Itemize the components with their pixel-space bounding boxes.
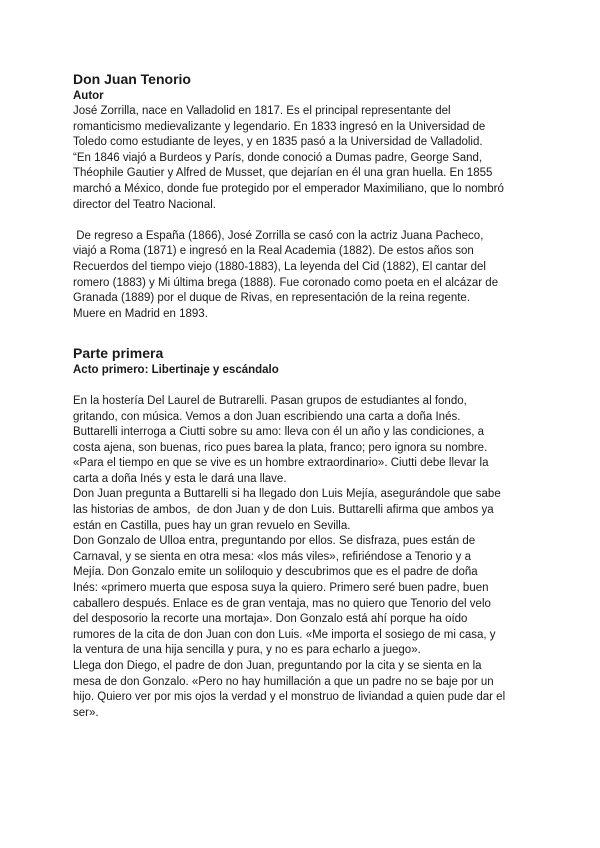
paragraph-gap — [73, 378, 533, 394]
document-title: Don Juan Tenorio — [73, 71, 191, 87]
document-page — [73, 70, 533, 721]
paragraph-gap — [73, 213, 533, 229]
author-heading: Autor — [73, 90, 104, 102]
act-paragraph: En la hostería Del Laurel de Butrarelli. Pasan grupos de estudiantes al fondo, gritando, con música. Vemos a don Juan escribiendo una carta a doña Inés. Buttarelli interroga a Ciutti sobre su amo: lleva con él un año y las condiciones, a costa ajena, son buenas, rico pues barea la plata, franco; pero ignora su nombre. «Para el tiempo en que se vive es un hombre extraordinario». Ciutti debe llevar la carta a doña Inés y esta le dará una llave. Don Juan pregunta a Buttarelli si ha llegado don Luis Mejía, asegurándole que sabe las historias de ambos, de don Juan y de don Luis. Buttarelli afirma que ambos ya están en Castilla, pues hay un gran revuelo en Sevilla. Don Gonzalo de Ulloa entra, preguntando por ellos. Se disfraza, pues están de Carnaval, y se sienta en otra mesa: «los más viles», refiriéndose a Tenorio y a Mejía. Don Gonzalo emite un soliloquio y descubrimos que es el padre de doña Inés: «primero muerta que esposa suya la quiero. Primero seré buen padre, buen caballero después. Enlace es de gran ventaja, mas no quiero que Tenorio del velo del desposorio la recorte una mortaja». Don Gonzalo está ahí porque ha oído rumores de la cita de don Juan con don Luis. «Me importa el sosiego de mi casa, y la ventura de una hija sencilla y pura, y no es para echarlo a juego». Llega don Diego, el padre de don Juan, preguntando por la cita y se sienta en la mesa de don Gonzalo. «Pero no hay humillación a que un padre no se baje por un hijo. Quiero ver por mis ojos la verdad y el monstruo de liviandad a quien pude dar el ser». — [73, 394, 506, 719]
act-title: Acto primero: Libertinaje y escándalo — [73, 364, 279, 377]
part-title: Parte primera — [73, 345, 164, 362]
author-paragraph-2: De regreso a España (1866), José Zorrilla se casó con la actriz Juana Pacheco, viajó a Roma (1871) e ingresó en la Real Academia (1882). De estos años son Recuerdos del tiempo viejo (1880-1883), La leyenda del Cid (1882), El cantar del romero (1883) y Mi última brega (1888). Fue coronado como poeta en el alcázar de Granada (1889) por el duque de Rivas, en representación de la reina regente. Muere en Madrid en 1893. — [73, 229, 499, 320]
section-gap — [73, 322, 533, 344]
author-paragraph-1: José Zorrilla, nace en Valladolid en 1817. Es el principal representante del romanticismo medievalizante y legendario. En 1833 ingresó en la Universidad de Toledo como estudiante de leyes, y en 1835 pasó a la Universidad de Valladolid. “En 1846 viajó a Burdeos y París, donde conoció a Dumas padre, George Sand, Théophile Gautier y Alfred de Musset, que dejarían en él una gran huella. En 1855 marchó a México, donde fue protegido por el emperador Maximiliano, que lo nombró director del Teatro Nacional. — [73, 105, 504, 211]
